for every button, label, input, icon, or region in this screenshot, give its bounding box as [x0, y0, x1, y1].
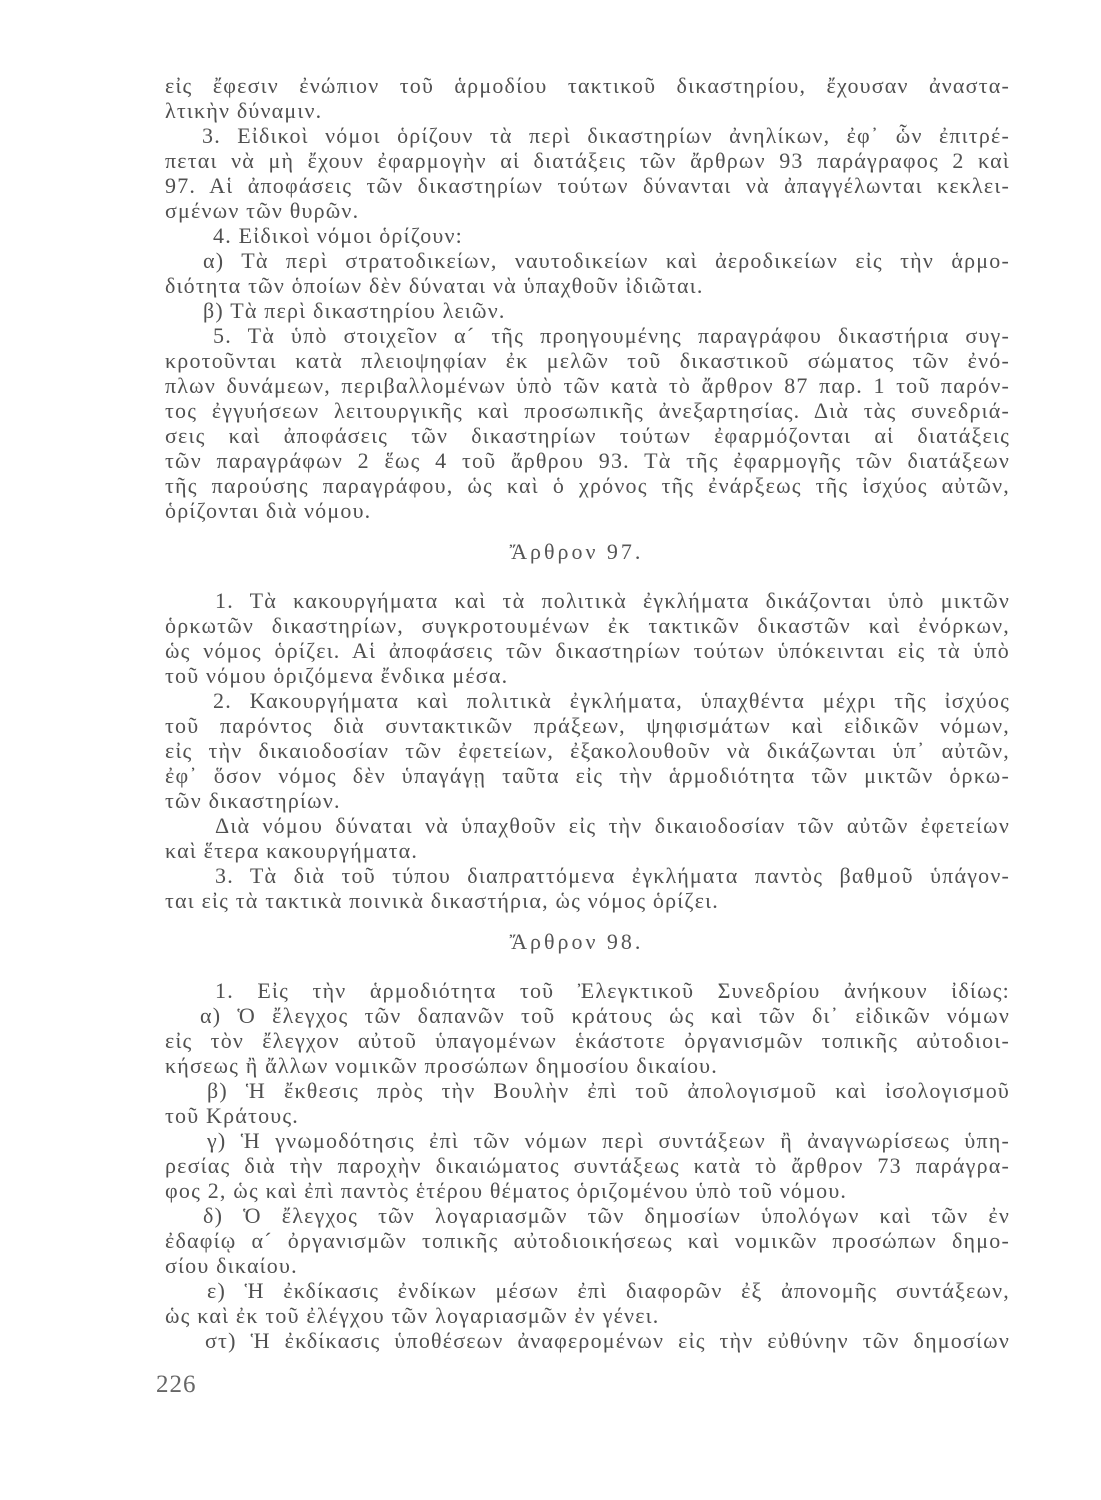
text-line: α) Ὁ ἔλεγχος τῶν δαπανῶν τοῦ κράτους ὡς καὶ τῶν δι᾽ εἰδικῶν νόμων: [200, 1003, 1010, 1028]
text-line: τοῦ Κράτους.: [165, 1103, 299, 1128]
paragraph: [165, 688, 1010, 813]
text-line: 2. Κακουργήματα καὶ πολιτικὰ ἐγκλήματα, ὑπαχθέντα μέχρι τῆς ἰσχύος: [213, 688, 1010, 713]
list-item: [165, 1128, 1010, 1203]
text-line: 1. Εἰς τὴν ἁρμοδιότητα τοῦ Ἐλεγκτικοῦ Συνεδρίου ἀνήκουν ἰδίως:: [215, 978, 1010, 1003]
text-line: εἰς τὸν ἔλεγχον αὐτοῦ ὑπαγομένων ἑκάστοτε ὀργανισμῶν τοπικῆς αὐτοδιοι-: [165, 1028, 1010, 1053]
text-line: τοῦ νόμου ὁριζόμενα ἔνδικα μέσα.: [165, 663, 509, 688]
paragraph: [165, 813, 1010, 863]
paragraph: [165, 588, 1010, 688]
text-line: ε) Ἡ ἐκδίκασις ἐνδίκων μέσων ἐπὶ διαφορῶν ἐξ ἀπονομῆς συντάξεων,: [207, 1278, 1010, 1303]
paragraph: [165, 123, 1010, 223]
paragraph: [165, 223, 1010, 323]
text-line: ρεσίας διὰ τὴν παροχὴν δικαιώματος συντάξεως κατὰ τὸ ἄρθρον 73 παράγρα-: [165, 1153, 1010, 1178]
text-line: ται εἰς τὰ τακτικὰ ποινικὰ δικαστήρια, ὡς νόμος ὁρίζει.: [165, 888, 719, 913]
article-heading: Ἄρθρον 97.: [509, 539, 644, 564]
text-line: πλων δυνάμεων, περιβαλλομένων ὑπὸ τῶν κατὰ τὸ ἄρθρον 87 παρ. 1 τοῦ παρόν-: [165, 373, 1010, 398]
text-line: κήσεως ἢ ἄλλων νομικῶν προσώπων δημοσίου δικαίου.: [165, 1053, 718, 1078]
list-item: [165, 298, 1010, 323]
text-line: σίου δικαίου.: [165, 1253, 298, 1278]
text-line: 4. Εἰδικοὶ νόμοι ὁρίζουν:: [213, 223, 463, 248]
text-line: τος ἐγγυήσεων λειτουργικῆς καὶ προσωπικῆς ἀνεξαρτησίας. Διὰ τὰς συνεδριά-: [165, 398, 1010, 423]
article-97-body: [165, 588, 1010, 913]
text-line: β) Τὰ περὶ δικαστηρίου λειῶν.: [203, 298, 506, 323]
paragraph: [165, 978, 1010, 1003]
list-item: [165, 1003, 1010, 1078]
text-line: 3. Εἰδικοὶ νόμοι ὁρίζουν τὰ περὶ δικαστηρίων ἀνηλίκων, ἐφ᾽ ὧν ἐπιτρέ-: [202, 123, 1010, 148]
text-line: α) Τὰ περὶ στρατοδικείων, ναυτοδικείων καὶ ἀεροδικείων εἰς τὴν ἁρμο-: [203, 248, 1010, 273]
text-line: Διὰ νόμου δύναται νὰ ὑπαχθοῦν εἰς τὴν δικαιοδοσίαν τῶν αὐτῶν ἐφετείων: [215, 813, 1010, 838]
text-line: τῶν παραγράφων 2 ἕως 4 τοῦ ἄρθρου 93. Τὰ τῆς ἐφαρμογῆς τῶν διατάξεων: [165, 448, 1010, 473]
text-line: ὡς καὶ ἐκ τοῦ ἐλέγχου τῶν λογαριασμῶν ἐν γένει.: [165, 1303, 660, 1328]
list-item: [165, 248, 1010, 298]
text-line: ὡς νόμος ὁρίζει. Αἱ ἀποφάσεις τῶν δικαστηρίων τούτων ὑπόκεινται εἰς τὰ ὑπὸ: [165, 638, 1010, 663]
article-98-body: [165, 978, 1010, 1353]
text-line: τοῦ παρόντος διὰ συντακτικῶν πράξεων, ψηφισμάτων καὶ εἰδικῶν νόμων,: [165, 713, 1010, 738]
text-line: στ) Ἡ ἐκδίκασις ὑποθέσεων ἀναφερομένων εἰς τὴν εὐθύνην τῶν δημοσίων: [205, 1328, 1010, 1353]
text-line: τῶν δικαστηρίων.: [165, 788, 341, 813]
text-line: 97. Αἱ ἀποφάσεις τῶν δικαστηρίων τούτων δύνανται νὰ ἀπαγγέλωνται κεκλει-: [165, 173, 1010, 198]
text-line: λτικὴν δύναμιν.: [165, 98, 323, 123]
text-line: γ) Ἡ γνωμοδότησις ἐπὶ τῶν νόμων περὶ συντάξεων ἢ ἀναγνωρίσεως ὑπη-: [207, 1128, 1010, 1153]
text-line: 3. Τὰ διὰ τοῦ τύπου διαπραττόμενα ἐγκλήματα παντὸς βαθμοῦ ὑπάγον-: [215, 863, 1010, 888]
text-line: 5. Τὰ ὑπὸ στοιχεῖον α´ τῆς προηγουμένης παραγράφου δικαστήρια συγ-: [213, 323, 1010, 348]
text-line: εἰς τὴν δικαιοδοσίαν τῶν ἐφετείων, ἐξακολουθοῦν νὰ δικάζωνται ὑπ᾽ αὐτῶν,: [165, 738, 1010, 763]
text-line: κροτοῦνται κατὰ πλειοψηφίαν ἐκ μελῶν τοῦ δικαστικοῦ σώματος τῶν ἐνό-: [165, 348, 1010, 373]
text-line: ὁρίζονται διὰ νόμου.: [165, 498, 372, 523]
list-item: [165, 1203, 1010, 1278]
text-line: ἐφ᾽ ὅσον νόμος δὲν ὑπαγάγῃ ταῦτα εἰς τὴν ἁρμοδιότητα τῶν μικτῶν ὁρκω-: [165, 763, 1010, 788]
text-line: σμένων τῶν θυρῶν.: [165, 198, 360, 223]
text-line: δ) Ὁ ἔλεγχος τῶν λογαριασμῶν τῶν δημοσίων ὑπολόγων καὶ τῶν ἐν: [203, 1203, 1010, 1228]
text-line: 1. Τὰ κακουργήματα καὶ τὰ πολιτικὰ ἐγκλήματα δικάζονται ὑπὸ μικτῶν: [215, 588, 1010, 613]
text-line: φος 2, ὡς καὶ ἐπὶ παντὸς ἑτέρου θέματος ὁριζομένου ὑπὸ τοῦ νόμου.: [165, 1178, 848, 1203]
paragraph: [165, 863, 1010, 913]
article-heading: Ἄρθρον 98.: [509, 929, 644, 954]
list-item: [165, 1278, 1010, 1328]
paragraph: [165, 73, 1010, 123]
text-line: σεις καὶ ἀποφάσεις τῶν δικαστηρίων τούτων ἐφαρμόζονται αἱ διατάξεις: [165, 423, 1010, 448]
text-line: ἐδαφίῳ α´ ὀργανισμῶν τοπικῆς αὐτοδιοικήσεως καὶ νομικῶν προσώπων δημο-: [165, 1228, 1010, 1253]
text-line: ὁρκωτῶν δικαστηρίων, συγκροτουμένων ἐκ τακτικῶν δικαστῶν καὶ ἐνόρκων,: [165, 613, 1010, 638]
article-96-continued: [165, 73, 1010, 523]
text-line: εἰς ἔφεσιν ἐνώπιον τοῦ ἁρμοδίου τακτικοῦ δικαστηρίου, ἔχουσαν ἀναστα-: [165, 73, 1010, 98]
list-item: [165, 1328, 1010, 1353]
text-line: β) Ἡ ἔκθεσις πρὸς τὴν Βουλὴν ἐπὶ τοῦ ἀπολογισμοῦ καὶ ἰσολογισμοῦ: [207, 1078, 1010, 1103]
list-item: [165, 1078, 1010, 1128]
page-number: 226: [156, 1371, 197, 1398]
text-line: διότητα τῶν ὁποίων δὲν δύναται νὰ ὑπαχθοῦν ἰδιῶται.: [165, 273, 704, 298]
text-line: τῆς παρούσης παραγράφου, ὡς καὶ ὁ χρόνος τῆς ἐνάρξεως τῆς ἰσχύος αὐτῶν,: [165, 473, 1010, 498]
text-line: πεται νὰ μὴ ἔχουν ἐφαρμογὴν αἱ διατάξεις τῶν ἄρθρων 93 παράγραφος 2 καὶ: [165, 148, 1010, 173]
text-line: καὶ ἕτερα κακουργήματα.: [165, 838, 419, 863]
paragraph: [165, 323, 1010, 523]
